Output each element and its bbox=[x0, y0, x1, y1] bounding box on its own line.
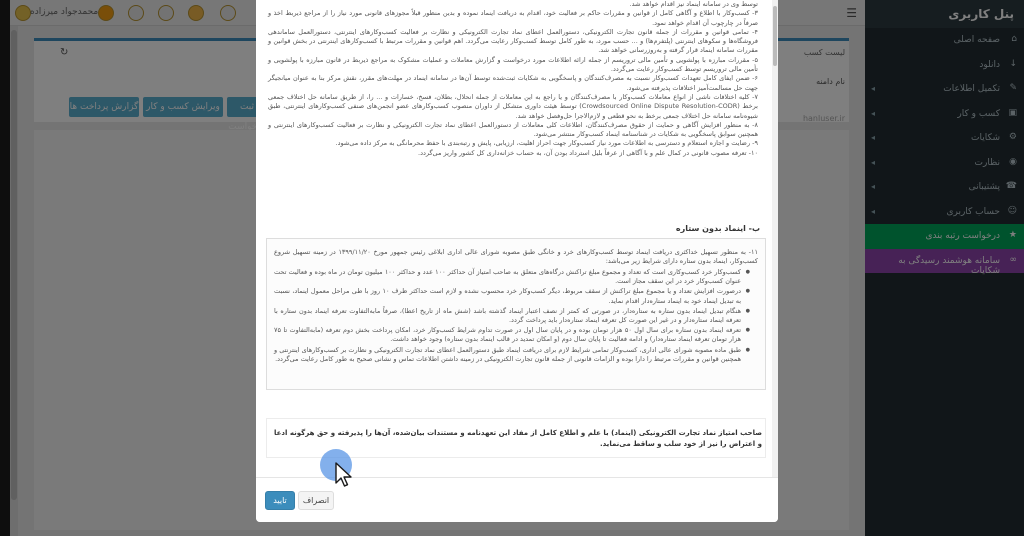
rule-line: ۱۰- تعرفه مصوب قانونی در کمال علم و با آگاهی از عرفاً بلیل استرداد بودن آن، به حساب خزانه‌داری کل کشور واریز می‌گردد. bbox=[418, 148, 758, 157]
declaration-text: صاحب امتیاز نماد تجارت الکترونیکی (اینماد) با علم و اطلاع کامل از مفاد این تعهدنامه و مستندات بیان‌شده، آن‌ها را پذیرفته و حق هرگونه ادعا و اعتراض را نیز از خود سلب و ساقط می‌نماید. bbox=[274, 429, 762, 448]
modal-scrollbar[interactable] bbox=[772, 0, 778, 477]
rule-line: ۳- کسب‌وکار با اطلاع و آگاهی کامل از قوانین و مقررات حاکم بر فعالیت خود، اقدام به دریافت اینماد نموده و بدین منظور قبلاً مجوزهای قانونی مورد نیاز را از مراجع ذیربط اخذ و صرفاً در چارچوب آن اقدام خواهد نمود. bbox=[268, 9, 758, 27]
list-item: ● هنگام تبدیل اینماد بدون ستاره به ستاره‌دار، در صورتی که کمتر از نصف اعتبار اینماد گذشته باشد (شش ماه از تاریخ اعطا)، صرفاً مابه‌التفاوت تعرفه اینماد بدون ستاره با تعرفه اینماد ستاره‌دار و در غیر این صورت کل تعرفه اینماد ستاره‌دار باید پرداخت گردد. bbox=[274, 307, 750, 325]
terms-modal bbox=[256, 0, 778, 522]
rule-line: ۵- مقررات مبارزه با پولشویی و تأمین مالی تروریسم از جمله ارائه اطلاعات مورد درخواست و گزارش معاملات و عملیات مشکوک به مراجع ذیربط در قانون مبارزه با پولشویی و تأمین مالی تروریسم توسط کسب‌وکار رعایت می‌گردد. bbox=[268, 55, 758, 74]
section-title: ب- اینماد بدون ستاره bbox=[675, 224, 760, 233]
rule-line: ۷- کلیه اختلافات ناشی از انواع معاملات کسب‌وکار با مصرف‌کنندگان و یا راجع به این معاملات از جمله انحلال، بطلان، فسخ، خسارات و ... را، از طریق سامانه حل اختلاف جمعی برخط (Crowdsourced Online Dispute Resolution-CODR) توسط هیئت داوری متشکل از داوران منصوب کسب‌وکارهای عضو انجمن‌های صنفی کسب‌وکارهای اینترنتی، طبق شیوه‌نامه سامانه حل اختلاف جمعی برخط به نحو قطعی و لازم‌الاجرا حل‌وفصل خواهد شد. bbox=[268, 92, 758, 120]
rule-line: توسط وی در سامانه اینماد نیز اقدام خواهد شد. bbox=[629, 0, 758, 8]
list-item: ● تعرفه اینماد بدون ستاره برای سال اول ۵۰ هزار تومان بوده و در پایان سال اول در صورت تداوم شرایط کسب‌وکار خرد، امکان پرداخت بخش دوم تعرفه (مابه‌التفاوت تا ۷۵ هزار تومان تعرفه اینماد ستاره‌دار) و ادامه فعالیت تا پایان سال دوم (و امکان تمدید در قالب اینماد بدون ستاره) وجود خواهد داشت. bbox=[274, 326, 750, 344]
mouse-pointer-icon bbox=[334, 462, 354, 488]
list-item: ● طبق ماده مصوبه شورای عالی اداری، کسب‌وکار تمامی شرایط لازم برای دریافت اینماد طبق دستورالعمل اعطای نماد تجارت الکترونیکی و نظارت بر کسب‌وکارهای اینترنتی و همچنین قوانین و مقررات مرتبط را دارا بوده و الزامات قانونی از جمله قانون تجارت الکترونیکی در زمینه داشتن اطلاعات تماس و نشانی صحیح به طور کامل رعایت می‌گردد. bbox=[274, 346, 750, 364]
list-item: ● کسب‌وکار خرد کسب‌وکاری است که تعداد و مجموع مبلغ تراکنش درگاه‌های متعلق به صاحب امتیاز آن حداکثر ۱۰۰ عدد و حداکثر ۱۰۰ میلیون تومان در ماه بوده و فعالیت تحت عنوان کسب‌وکار خرد در این سقف مجاز است. bbox=[274, 268, 750, 286]
rule-line: ۴- تمامی قوانین و مقررات از جمله قانون تجارت الکترونیکی، دستورالعمل اعطای نماد تجارت الکترونیکی و نظارت بر فعالیت کسب‌وکارهای اینترنتی، دستورالعمل ساماندهی فروشگاه‌ها و سکوهای اینترنتی (پلتفرم‌ها) و ... حسب مورد، به طور کامل توسط کسب‌وکار رعایت می‌گردد. اهم قوانین و مقررات مرتبط با کسب‌وکارهای اینترنتی در بخش قوانین و مقررات سامانه اینماد قرار گرفته و به‌روزرسانی خواهد شد. bbox=[268, 27, 758, 55]
cancel-button[interactable]: انصراف bbox=[298, 491, 334, 510]
section-intro: ۱۱- به منظور تسهیل خداکثری دریافت اینماد توسط کسب‌وکارهای خرد و خانگی طبق مصوبه شورای عالی اداری ابلاغی رئیس جمهور مورخ ۱۳۹۹/۱۱/۲۰ در زمینه تسهیل شروع کسب‌وکار، اینماد بدون ستاره دارای شرایط زیر می‌باشد: bbox=[274, 248, 758, 266]
rule-line: ۸- به منظور افزایش آگاهی و حمایت از حقوق مصرف‌کنندگان، اطلاعات کلی معاملات از دستورالعمل اعطای نماد تجارت الکترونیکی و نظارت بر فعالیت کسب‌وکارهای اینترنتی و همچنین سوابق پاسخگویی به شکایات در شناسنامه اینماد کسب‌وکار منتشر می‌شود. bbox=[268, 120, 758, 139]
rule-line: ۶- ضمن ایفای کامل تعهدات کسب‌وکار نسبت به مصرف‌کنندگان و پاسخگویی به شکایات ثبت‌شده توسط آن‌ها در سامانه اینماد در مهلت‌های مقرر، نقش مرکز بنا به عنوان میانجیگر جهت حل مسالمت‌آمیز اختلافات پذیرفته می‌شود. bbox=[268, 74, 758, 92]
rule-line: ۹- رضایت و اجازه استعلام و دسترسی به اطلاعات مورد نیاز کسب‌وکار جهت احراز اهلیت، ارزیابی، پایش و رتبه‌بندی با حفظ محرمانگی به مرکز داده می‌شود. bbox=[335, 139, 758, 148]
rules-text bbox=[264, 0, 764, 158]
modal-body[interactable] bbox=[256, 0, 778, 477]
confirm-button[interactable]: تایید bbox=[265, 491, 295, 510]
modal-scrollbar-thumb[interactable] bbox=[773, 6, 777, 66]
list-item: ● درصورت افزایش تعداد و یا مجموع مبلغ تراکنش از سقف مربوط، دیگر کسب‌وکار خرد محسوب نشده و لازم است حداکثر ظرف ۱۰ روز با طی مراحل معمول اینماد، نسبت به تبدیل اینماد خود به اینماد ستاره‌دار اقدام نماید. bbox=[274, 287, 750, 305]
section-list bbox=[274, 268, 750, 365]
